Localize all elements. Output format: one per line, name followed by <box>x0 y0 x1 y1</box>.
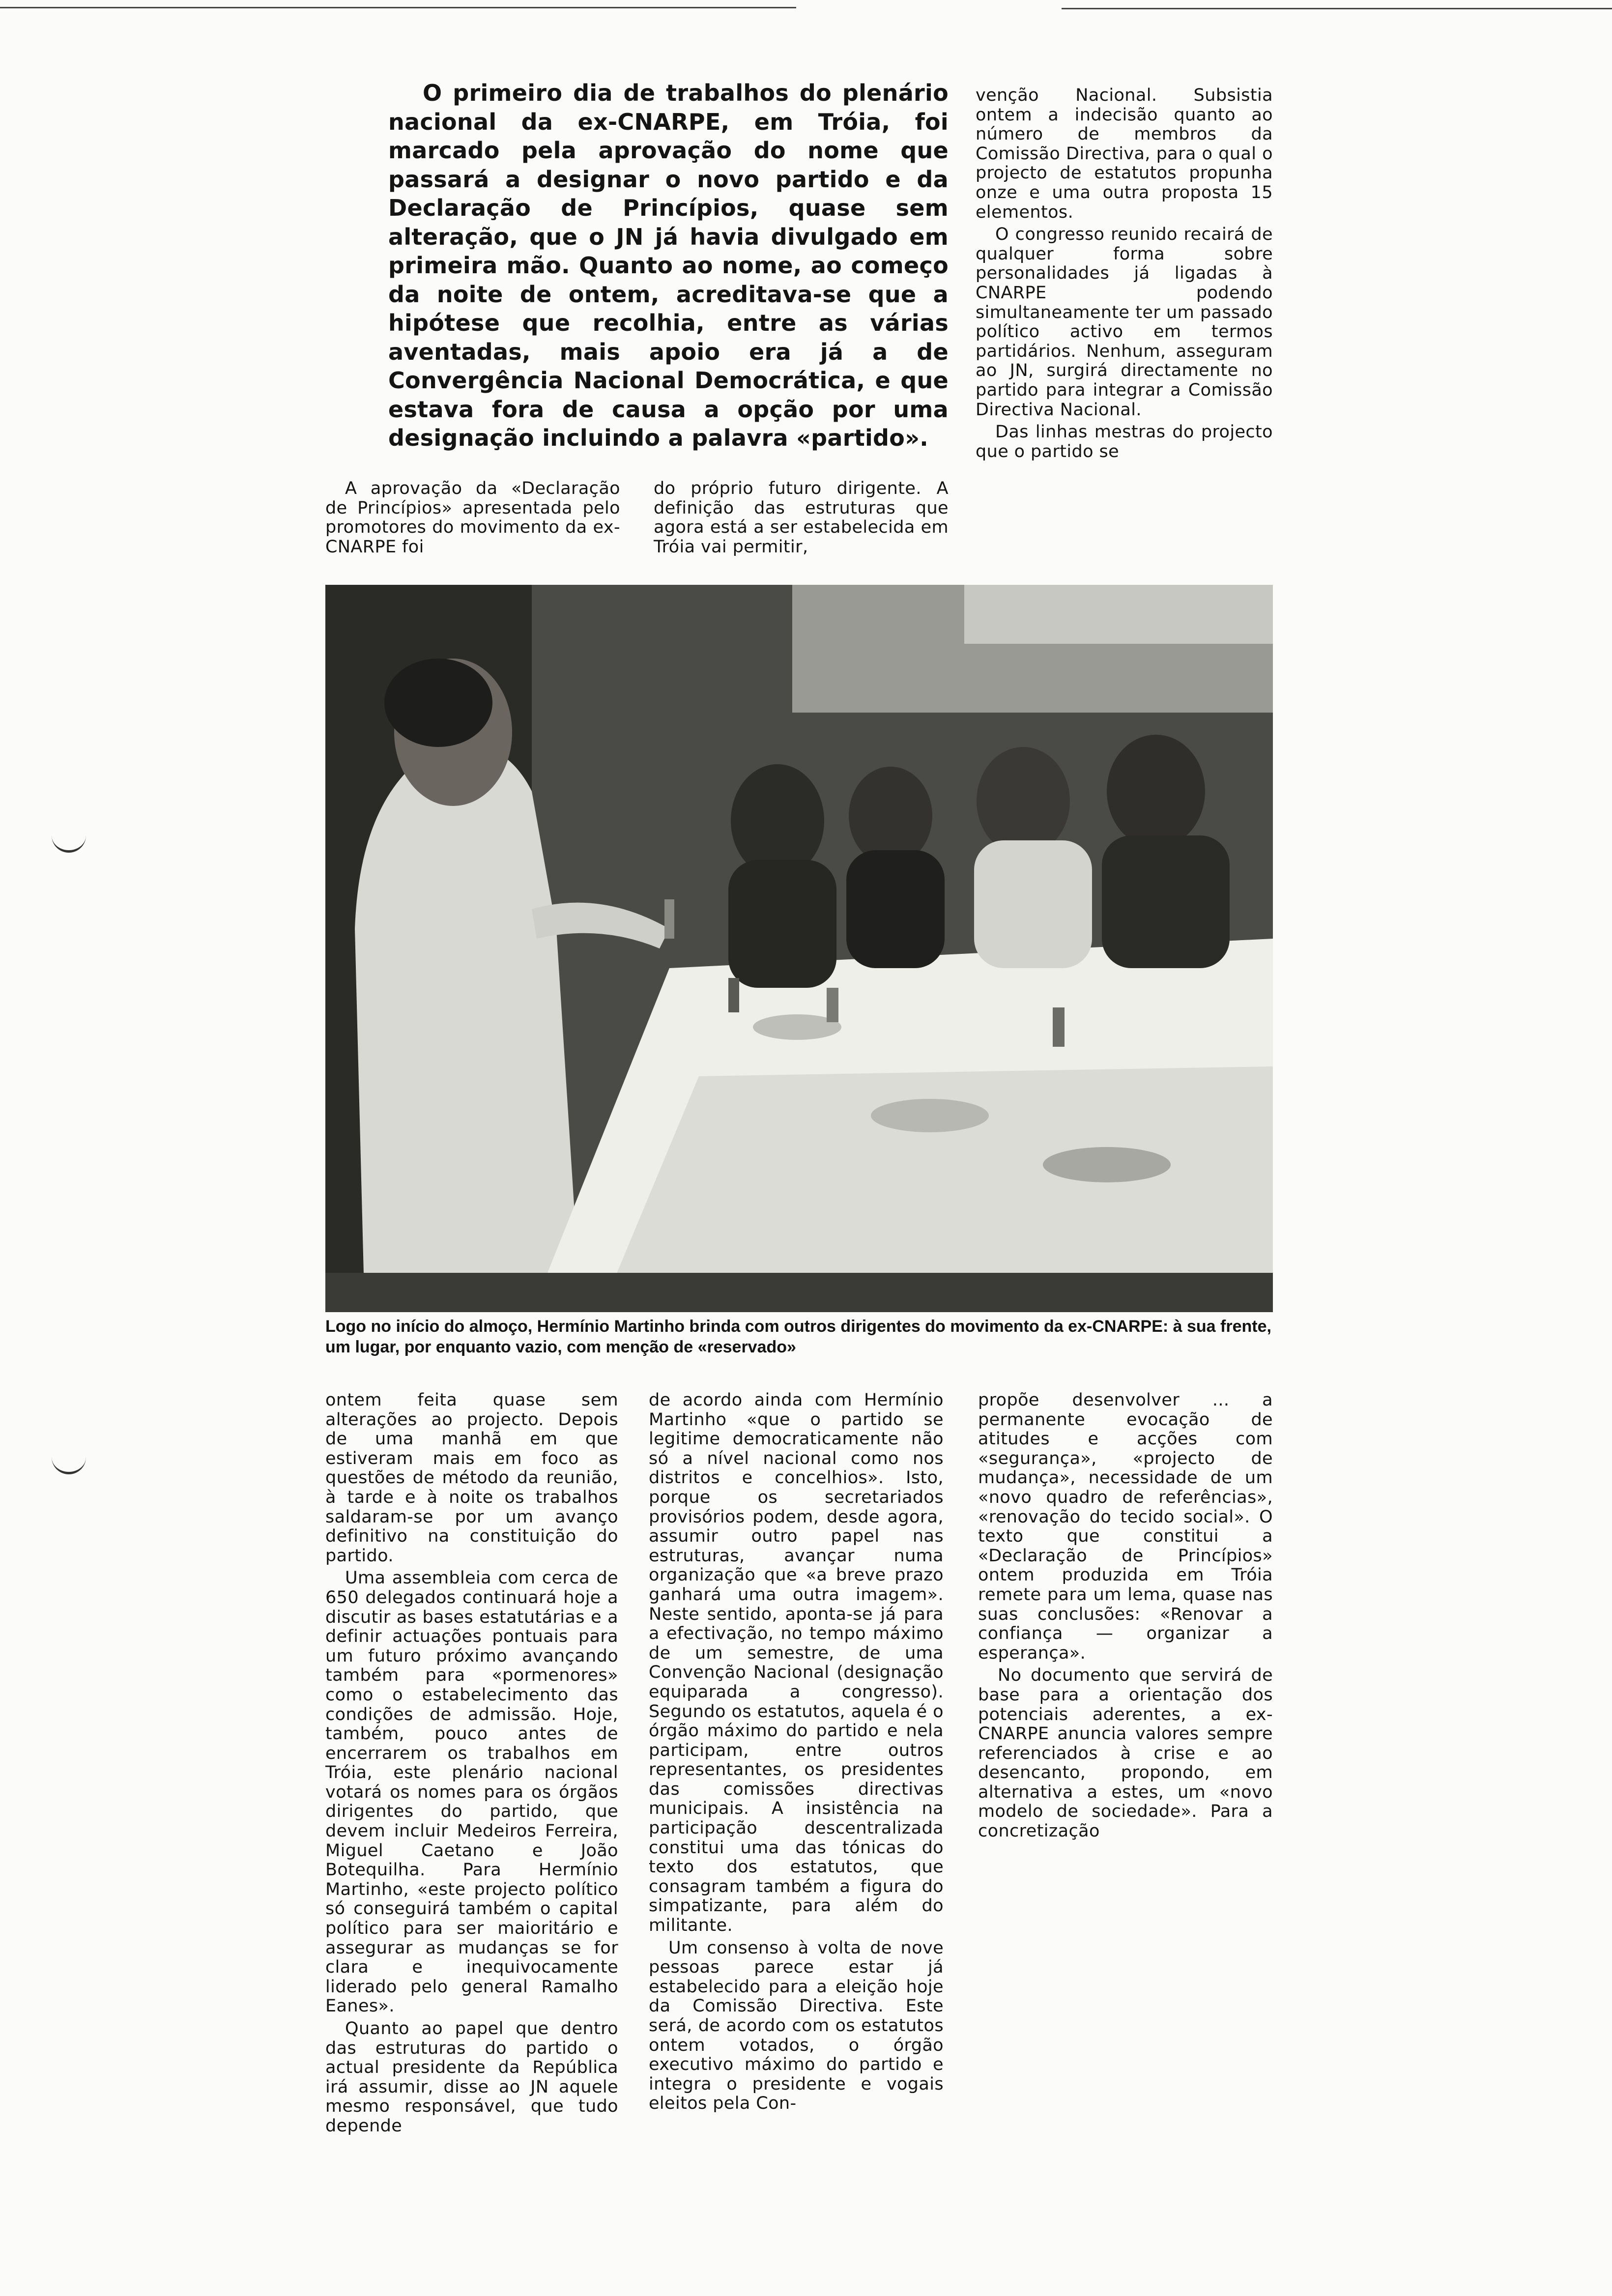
top-column-3 <box>976 86 1273 464</box>
hole-punch-mark <box>52 835 86 853</box>
photo-illustration <box>325 585 1273 1312</box>
top-col3-paragraph-3: Das linhas mestras do projecto que o partido se <box>976 422 1273 461</box>
col1-paragraph-1: ontem feita quase sem alterações ao projecto. Depois de uma manhã em que estiveram mais em foco as questões de método da reunião, à tarde e à noite os trabalhos saldaram-se por um avanço definitivo na constituição do partido. <box>325 1390 618 1566</box>
top-scan-line-right <box>1062 8 1612 9</box>
top-column-2 <box>654 479 949 560</box>
news-photo <box>325 585 1273 1312</box>
body-column-1 <box>325 1391 618 2139</box>
top-column-1 <box>325 479 620 560</box>
top-col1-paragraph: A aprovação da «Declaração de Princípios» apresentada pelo promotores do movimento da ex-CNARPE foi <box>325 479 620 557</box>
lead-paragraph: O primeiro dia de trabalhos do plenário nacional da ex-CNARPE, em Tróia, foi marcado pela aprovação do nome que passará a designar o novo partido e da Declaração de Princípios, quase sem alteração, que o JN já havia divulgado em primeira mão. Quanto ao nome, ao começo da noite de ontem, acreditava-se que a hipótese que recolhia, entre as várias aventadas, mais apoio era já a de Convergência Nacional Democrática, e que estava fora de causa a opção por uma designação incluindo a palavra «partido». <box>388 80 949 451</box>
photo-caption: Logo no início do almoço, Hermínio Martinho brinda com outros dirigentes do movimento da ex-CNARPE: à sua frente, um lugar, por enquanto vazio, com menção de «reservado» <box>325 1317 1271 1356</box>
top-scan-line-left <box>0 7 796 8</box>
col3-paragraph-1: propõe desenvolver ... a permanente evocação de atitudes e acções com «segurança», «projecto de mudança», necessidade de um «novo quadro de referências», «renovação do tecido social». O texto que constitui a «Declaração de Princípios» ontem produzida em Tróia remete para um lema, quase nas suas conclusões: «Renovar a confiança — organizar a esperança». <box>978 1390 1273 1663</box>
col1-paragraph-2: Uma assembleia com cerca de 650 delegados continuará hoje a discutir as bases estatutárias e a definir actuações pontuais para um futuro próximo avançando também para «pormenores» como o estabelecimento das condições de admissão. Hoje, também, pouco antes de encerrarem os trabalhos em Tróia, este plenário nacional votará os nomes para os órgãos dirigentes do partido, que devem incluir Medeiros Ferreira, Miguel Caetano e João Botequilha. Para Hermínio Martinho, «este projecto político só conseguirá também o capital político para ser maioritário e assegurar as mudanças se for clara e inequivocamente liderado pelo general Ramalho Eanes». <box>325 1568 618 2016</box>
body-column-3 <box>978 1391 1273 1844</box>
top-col2-paragraph: do próprio futuro dirigente. A definição das estruturas que agora está a ser estabelecida em Tróia vai permitir, <box>654 479 949 557</box>
body-column-2 <box>649 1391 944 2117</box>
col2-paragraph-1: de acordo ainda com Hermínio Martinho «que o partido se legitime democraticamente não só a nível nacional como nos distritos e concelhios». Isto, porque os secretariados provisórios podem, desde agora, assumir outro papel nas estruturas, avançar numa organização que «a breve prazo ganhará uma outra imagem». Neste sentido, aponta-se já para a efectivação, no tempo máximo de um semestre, de uma Convenção Nacional (designação equiparada a congresso). Segundo os estatutos, aquela é o órgão máximo do partido e nela participam, entre outros representantes, os presidentes das comissões directivas municipais. A insistência na participação descentralizada constitui uma das tónicas do texto dos estatutos, que consagram também a figura do simpatizante, para além do militante. <box>649 1390 944 1936</box>
top-col3-paragraph-2: O congresso reunido recairá de qualquer forma sobre personalidades já ligadas à CNARPE podendo simultaneamente ter um passado político activo em termos partidários. Nenhum, asseguram ao JN, surgirá directamente no partido para integrar a Comissão Directiva Nacional. <box>976 225 1273 420</box>
col2-paragraph-2: Um consenso à volta de nove pessoas parece estar já estabelecido para a eleição hoje da Comissão Directiva. Este será, de acordo com os estatutos ontem votados, o órgão executivo máximo do partido e integra o presidente e vogais eleitos pela Con- <box>649 1938 944 2114</box>
hole-punch-mark <box>52 1457 86 1474</box>
col1-paragraph-3: Quanto ao papel que dentro das estruturas do partido o actual presidente da República irá assumir, disse ao JN aquele mesmo responsável, que tudo depende <box>325 2019 618 2136</box>
top-col3-paragraph-1: venção Nacional. Subsistia ontem a indecisão quanto ao número de membros da Comissão Directiva, para o qual o projecto de estatutos propunha onze e uma outra proposta 15 elementos. <box>976 86 1273 222</box>
col3-paragraph-2: No documento que servirá de base para a orientação dos potenciais aderentes, a ex-CNARPE anuncia valores sempre referenciados à crise e ao desencanto, propondo, em alternativa a estes, um «novo modelo de sociedade». Para a concretização <box>978 1665 1273 1841</box>
